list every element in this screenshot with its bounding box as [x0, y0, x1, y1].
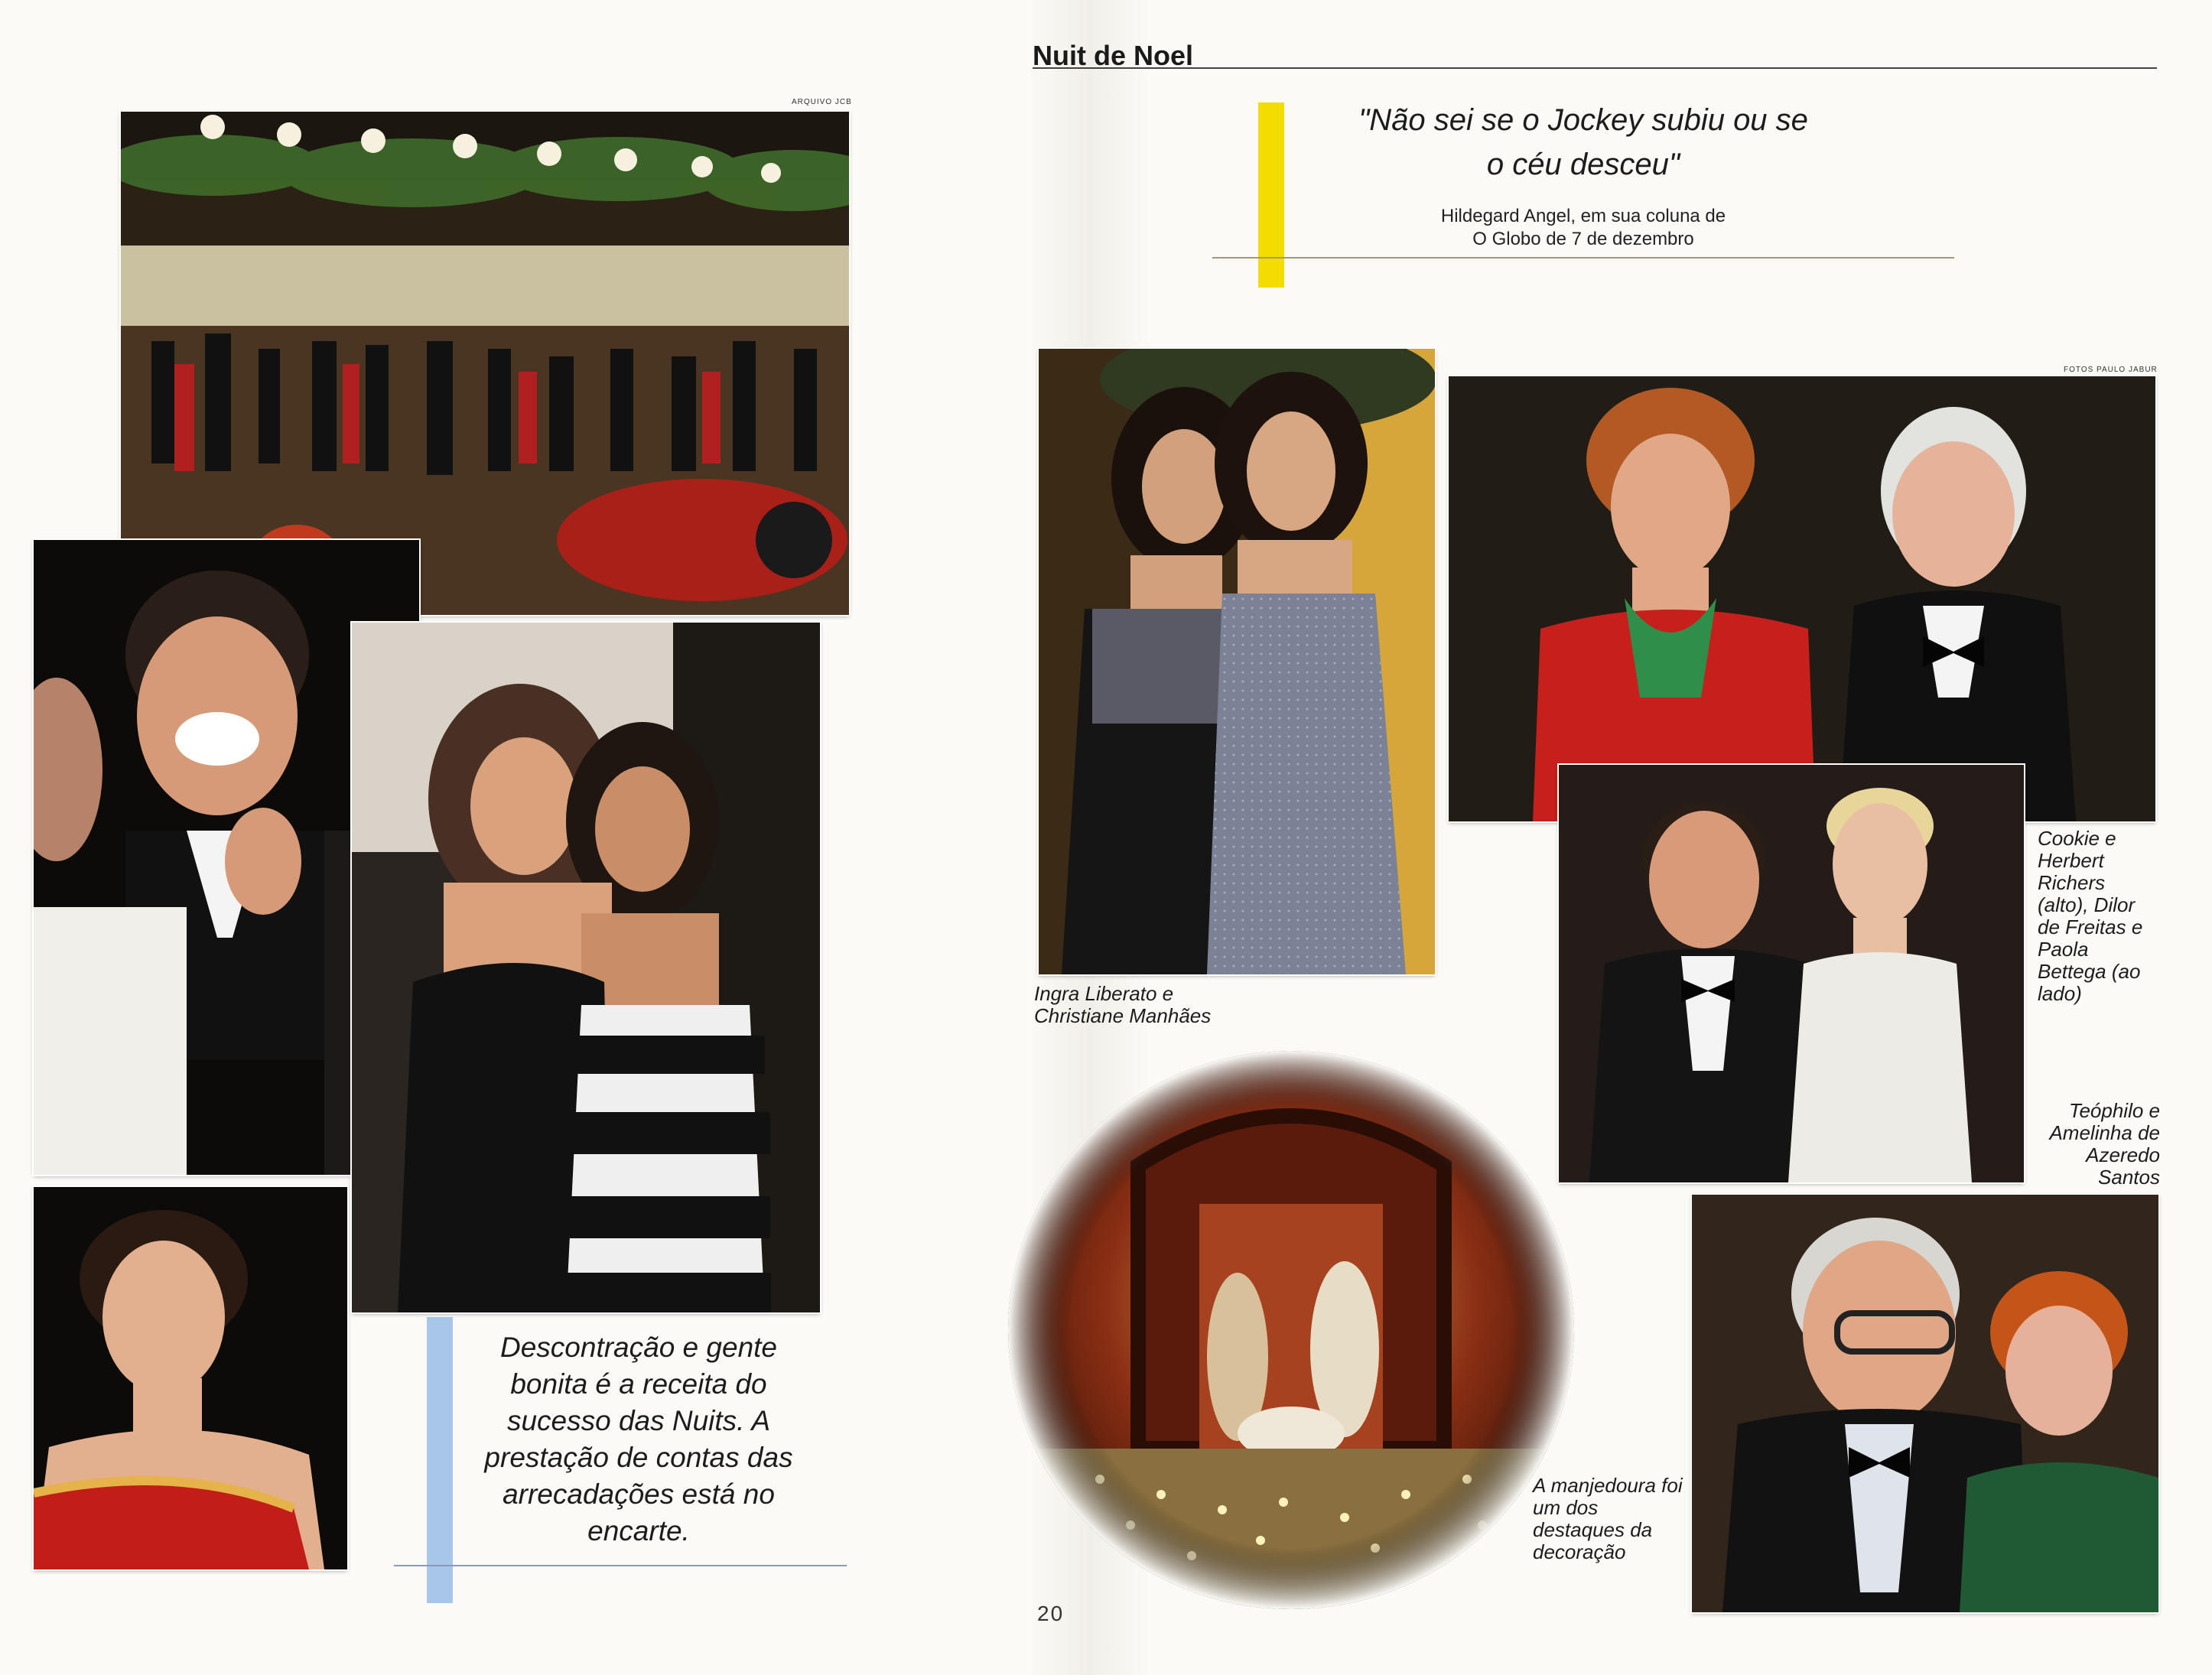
section-title: Nuit de Noel	[1033, 40, 1194, 71]
ingra-christiane-photo	[1039, 349, 1435, 974]
caption-ingra: Ingra Liberato e Christiane Manhães	[1034, 982, 1212, 1027]
quote-accent-bar	[1258, 102, 1284, 288]
quote-source-line2: O Globo de 7 de dezembro	[1472, 229, 1694, 249]
main-caption: Descontração e gente bonita é a receita do sucesso das Nuits. A prestação de contas das arrecadações está no encarte.	[484, 1332, 793, 1547]
two-women-photo	[352, 623, 820, 1312]
pull-quote: "Não sei se o Jockey subiu ou se o céu desceu"	[1358, 103, 1808, 181]
caption-rule	[394, 1565, 847, 1566]
quote-source	[1346, 205, 1820, 251]
caption-teophilo: Teóphilo e Amelinha de Azeredo Santos	[2049, 1099, 2160, 1189]
quote-rule	[1212, 257, 1954, 259]
woman-in-red-photo	[34, 1187, 347, 1569]
cookie-herbert-photo	[1449, 376, 2155, 821]
teophilo-amelinha-photo	[1692, 1195, 2158, 1612]
title-rule	[1033, 67, 2157, 69]
quote-source-line1: Hildegard Angel, em sua coluna de	[1440, 206, 1726, 226]
photo-credit-jabur: FOTOS PAULO JABUR	[2064, 366, 2158, 374]
photo-credit-archive: ARQUIVO JCB	[792, 98, 852, 106]
caption-accent-bar	[427, 1317, 453, 1603]
nativity-scene-photo	[1008, 1051, 1574, 1609]
caption-cookie: Cookie e Herbert Richers (alto), Dilor de Freitas e Paola Bettega (ao lado)	[2038, 827, 2143, 1005]
page-number: 20	[1037, 1602, 1065, 1625]
dilor-paola-photo	[1559, 765, 2024, 1182]
caption-manjedoura: A manjedoura foi um dos destaques da decoração	[1533, 1474, 1683, 1563]
